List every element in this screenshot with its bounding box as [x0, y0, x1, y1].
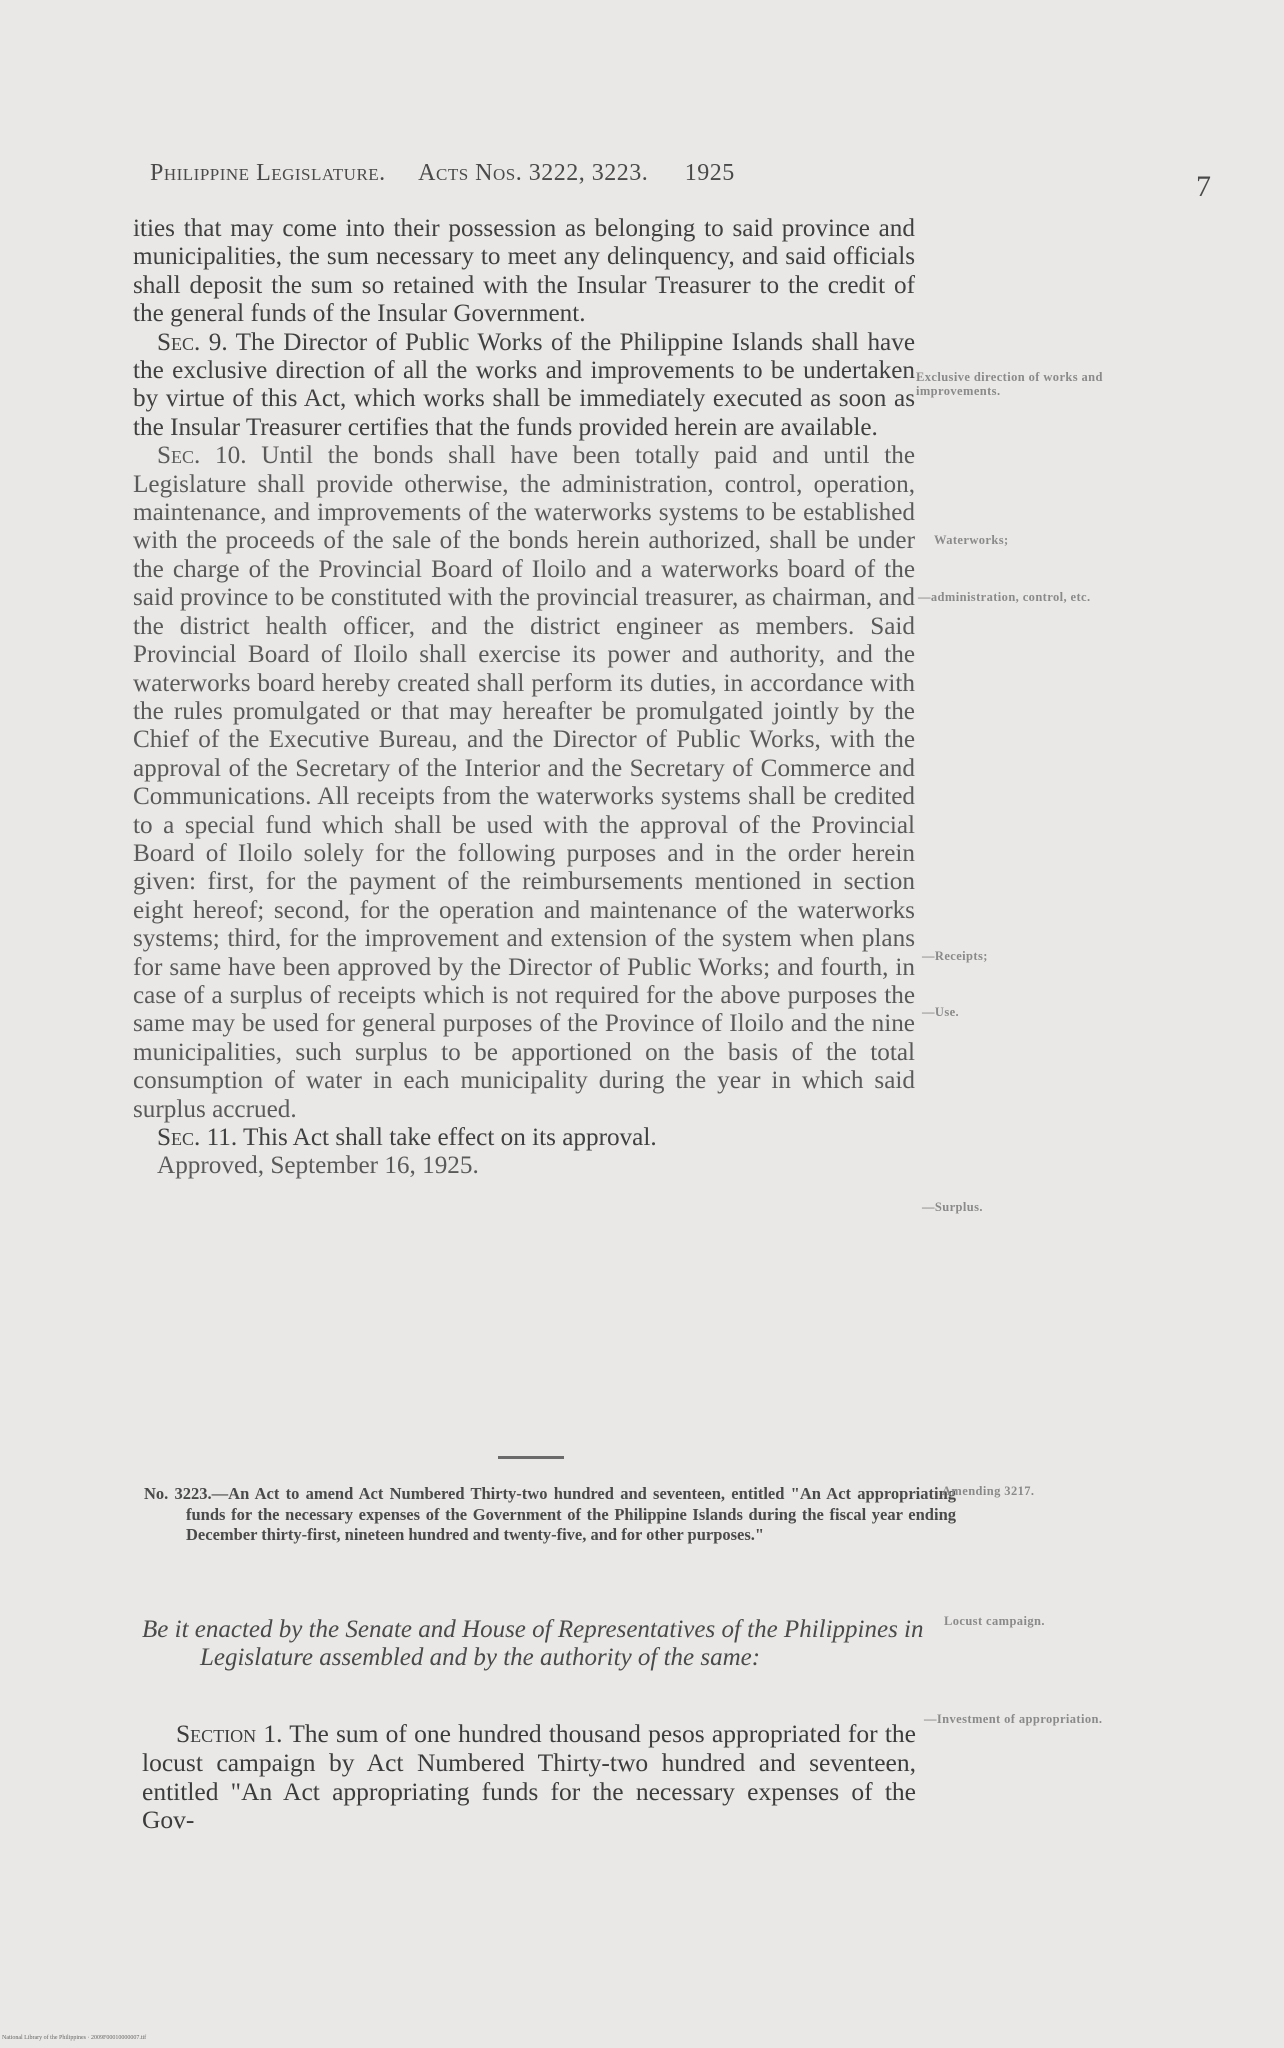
header-year: 1925: [684, 160, 735, 186]
margin-note-surplus: —Surplus.: [922, 1200, 983, 1214]
section-10-label: Sec. 10.: [157, 442, 247, 470]
margin-note-locust-campaign: Locust campaign.: [944, 1614, 1045, 1628]
running-title: Philippine Legislature.: [150, 160, 386, 186]
section-1-text: The sum of one hundred thousand pesos appropriated for the locust campaign by Act Numbered Thirty-two hundred and seventeen, entitled "An Act appropriating funds for the necessary expenses of the Gov-: [142, 1719, 916, 1835]
running-header: [150, 160, 910, 187]
separator-rule: [498, 1456, 564, 1459]
section-11: [133, 1124, 915, 1152]
act-3222-body: [133, 215, 915, 1181]
act-numbers: Acts Nos. 3222, 3223.: [418, 160, 649, 186]
enacting-clause: Be it enacted by the Senate and House of Representatives of the Philippines in Legislature assembled and by the authority of the same:: [142, 1616, 924, 1671]
margin-note-amending: Amending 3217.: [942, 1484, 1035, 1498]
section-11-label: Sec. 11.: [157, 1124, 238, 1151]
approval-date: Approved, September 16, 1925.: [157, 1152, 479, 1180]
margin-note-use: —Use.: [922, 1005, 960, 1019]
margin-note-waterworks: Waterworks;: [934, 533, 1009, 547]
section-10: [133, 442, 915, 1124]
section-9: [133, 329, 915, 443]
margin-note-receipts: —Receipts;: [922, 949, 988, 963]
margin-note-investment: —Investment of appropriation.: [924, 1712, 1103, 1726]
section-1-label: Section 1.: [176, 1719, 283, 1748]
page-number: 7: [1196, 170, 1211, 203]
act-3223-summary: No. 3223.—An Act to amend Act Numbered Thirty-two hundred and seventeen, entitled "An Act appropriating funds for the necessary expenses of the Government of the Philippine Islands during the fiscal year ending December thirty-first, nineteen hundred and twenty-five, and for other purposes.": [144, 1484, 956, 1545]
paragraph-continuation: ities that may come into their possession as belonging to said province and municipalities, the sum necessary to meet any delinquency, and said officials shall deposit the sum so retained with the Insular Treasurer to the credit of the general funds of the Insular Government.: [133, 215, 915, 328]
section-9-text: The Director of Public Works of the Philippine Islands shall have the exclusive direction of all the works and improvements to be undertaken by virtue of this Act, which works shall be immediately executed as soon as the Insular Treasurer certifies that the funds provided herein are available.: [133, 328, 916, 441]
section-9-label: Sec. 9.: [157, 328, 228, 356]
section-11-text: This Act shall take effect on its approval.: [243, 1124, 657, 1151]
margin-note-administration: —administration, control, etc.: [918, 590, 1091, 604]
act-3223-section-1: [142, 1720, 916, 1835]
margin-note-exclusive-direction: Exclusive direction of works and improvements.: [916, 370, 1103, 398]
scan-footer: National Library of the Philippines · 2009F00010000007.tif: [2, 2035, 147, 2041]
section-10-text: Until the bonds shall have been totally paid and until the Legislature shall provide otherwise, the administration, control, operation, maintenance, and improvements of the waterworks systems to be established with the proceeds of the sale of the bonds herein authorized, shall be under the charge of the Provincial Board of Iloilo and a waterworks board of the said province to be constituted with the provincial treasurer, as chairman, and the district health officer, and the district engineer as members. Said Provincial Board of Iloilo shall exercise its power and authority, and the waterworks board hereby created shall perform its duties, in accordance with the rules promulgated or that may hereafter be promulgated jointly by the Chief of the Executive Bureau, and the Director of Public Works, with the approval of the Secretary of the Interior and the Secretary of Commerce and Communications. All receipts from the waterworks systems shall be credited to a special fund which shall be used with the approval of the Provincial Board of Iloilo solely for the following purposes and in the order herein given: first, for the payment of the reimbursements mentioned in section eight hereof; second, for the operation and maintenance of the waterworks systems; third, for the improvement and extension of the system when plans for same have been approved by the Director of Public Works; and fourth, in case of a surplus of receipts which is not required for the above purposes the same may be used for general purposes of the Province of Iloilo and the nine municipalities, such surplus to be apportioned on the basis of the total consumption of water in each municipality during the year in which said surplus accrued.: [133, 442, 916, 1123]
